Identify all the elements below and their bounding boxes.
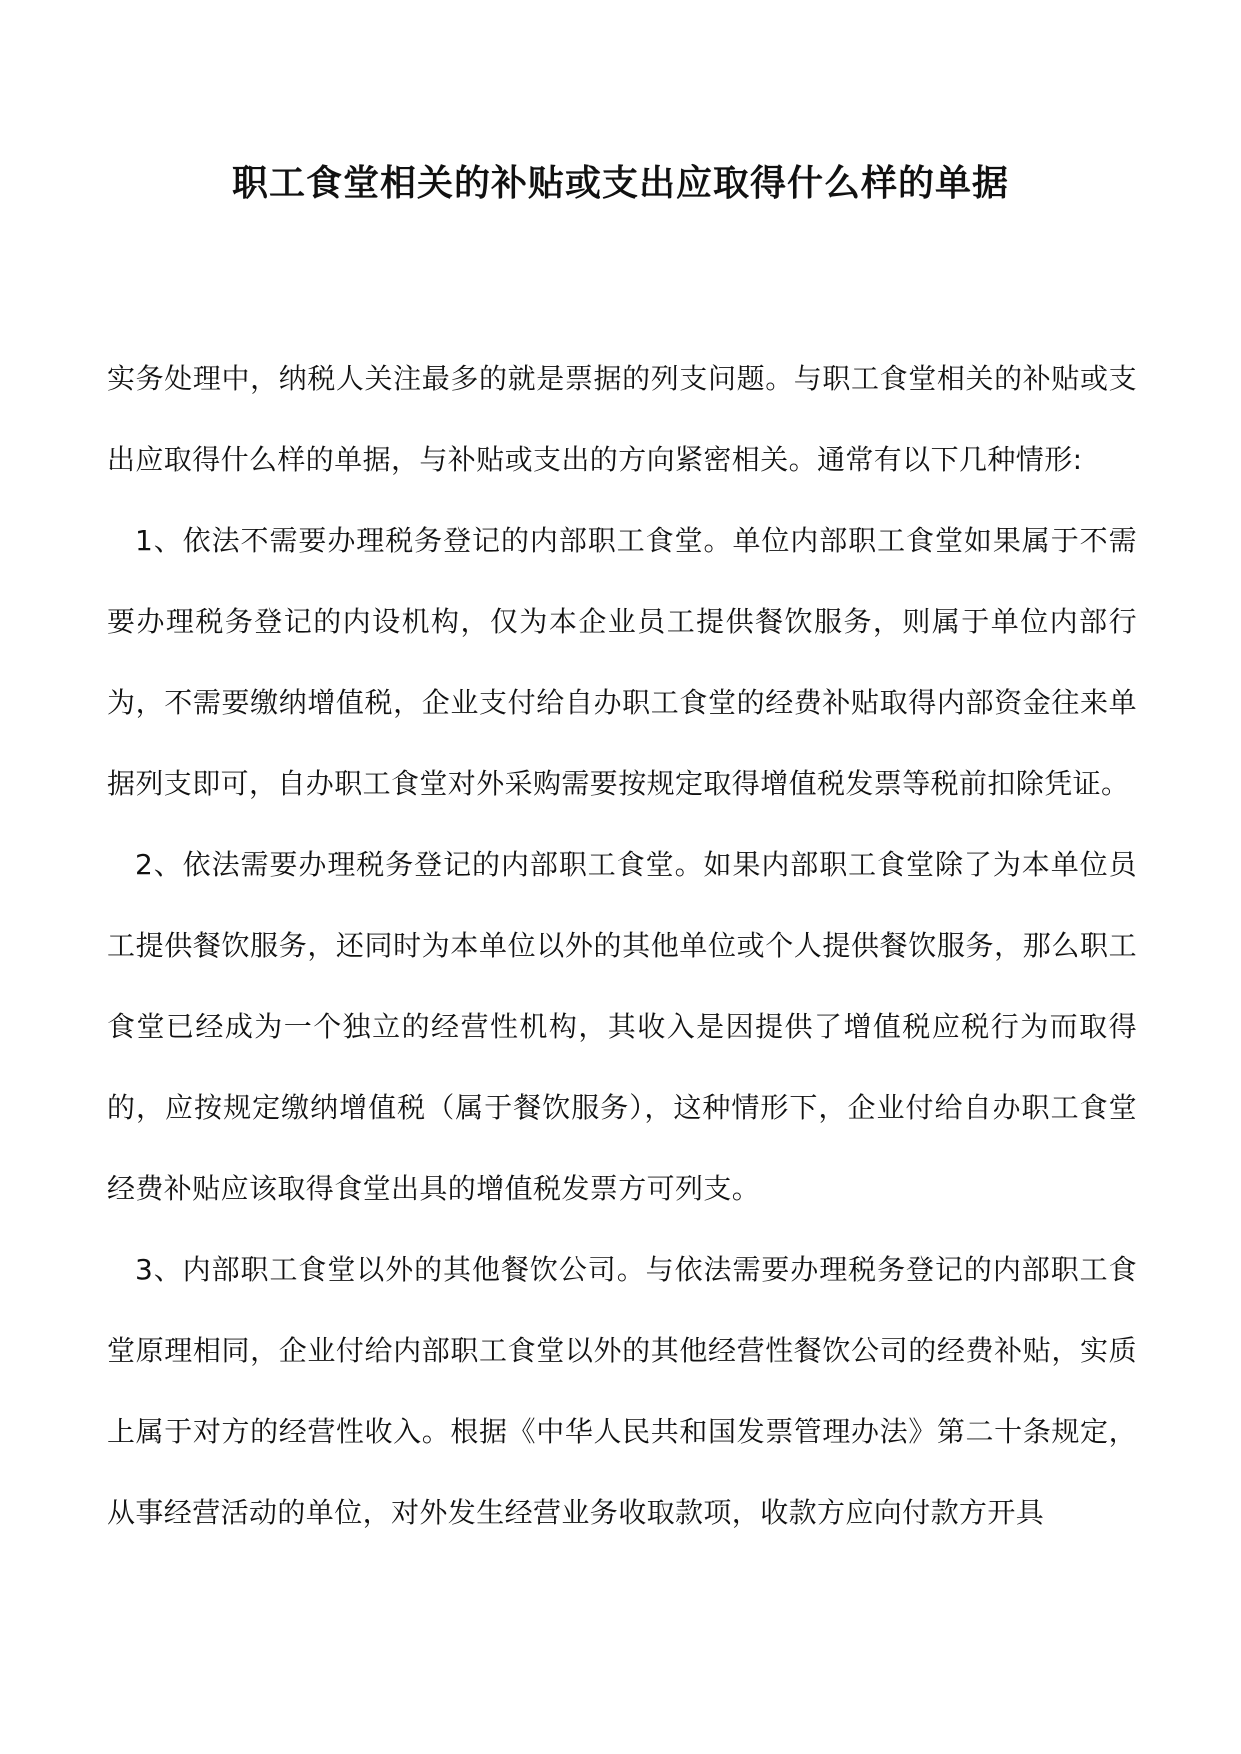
- case-1-paragraph: 1、依法不需要办理税务登记的内部职工食堂。单位内部职工食堂如果属于不需要办理税务登记的内设机构，仅为本企业员工提供餐饮服务，则属于单位内部行为，不需要缴纳增值税，企业支付给自办职工食堂的经费补贴取得内部资金往来单据列支即可，自办职工食堂对外采购需要按规定取得增值税发票等税前扣除凭证。: [107, 524, 1137, 800]
- case-2-paragraph: 2、依法需要办理税务登记的内部职工食堂。如果内部职工食堂除了为本单位员工提供餐饮服务，还同时为本单位以外的其他单位或个人提供餐饮服务，那么职工食堂已经成为一个独立的经营性机构，其收入是因提供了增值税应税行为而取得的，应按规定缴纳增值税（属于餐饮服务），这种情形下，企业付给自办职工食堂经费补贴应该取得食堂出具的增值税发票方可列支。: [107, 848, 1137, 1205]
- intro-paragraph: 实务处理中，纳税人关注最多的就是票据的列支问题。与职工食堂相关的补贴或支出应取得什么样的单据，与补贴或支出的方向紧密相关。通常有以下几种情形:: [107, 362, 1137, 476]
- document-body: [107, 338, 1137, 1553]
- document-title: 职工食堂相关的补贴或支出应取得什么样的单据: [231, 162, 1009, 204]
- case-3-paragraph: 3、内部职工食堂以外的其他餐饮公司。与依法需要办理税务登记的内部职工食堂原理相同，企业付给内部职工食堂以外的其他经营性餐饮公司的经费补贴，实质上属于对方的经营性收入。根据《中华人民共和国发票管理办法》第二十条规定，从事经营活动的单位，对外发生经营业务收取款项，收款方应向付款方开具: [107, 1253, 1137, 1529]
